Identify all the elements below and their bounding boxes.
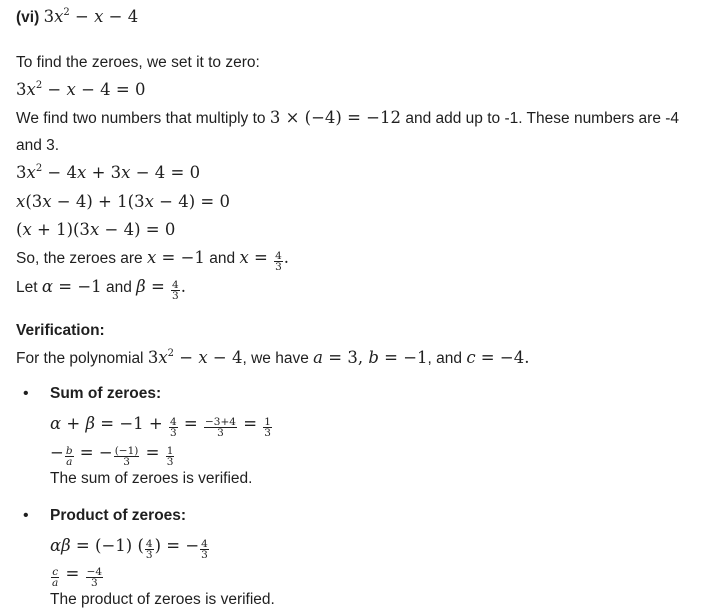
and-text: and: [209, 250, 236, 267]
bullet-sum: •: [23, 385, 29, 402]
problem-expression: $3x^2 - x - 4$: [43, 7, 139, 26]
find-numbers-text: [16, 107, 679, 130]
find-text-a: We find two numbers that multiply to: [16, 110, 266, 127]
step-split: $3x^2 - 4x + 3x - 4 = 0$: [16, 163, 201, 182]
and-text-2: and: [105, 279, 132, 296]
problem-heading: [16, 6, 138, 29]
equation-zero: $3x^2 - x - 4 = 0$: [16, 80, 146, 99]
polynomial-coefficients: For the polynomial $3x^2 - x - 4$, we have a = 3, b = −1, and c = −4.: [16, 348, 530, 367]
let-text: Let: [16, 279, 38, 296]
find-math: 3 × (−4) = −12: [269, 108, 402, 127]
find-numbers-text-cont: and 3.: [16, 137, 60, 154]
poly-text-a: For the polynomial: [16, 350, 144, 367]
sum-heading: Sum of zeroes:: [50, 385, 162, 402]
bullet-product: •: [23, 507, 29, 524]
poly-text-c: , and: [427, 350, 462, 367]
verification-heading: Verification:: [16, 322, 105, 339]
product-conclusion: The product of zeroes is verified.: [50, 591, 275, 608]
sum-formula: − $\frac{b}{a}$ = − $\frac{(-1)}{3}$ = $\frac{1}{3}$: [50, 443, 174, 468]
let-statement: Let α = −1 and β = $\frac{4}{3}$ .: [16, 277, 186, 302]
zeroes-text: So, the zeroes are: [16, 250, 143, 267]
product-heading: Product of zeroes:: [50, 507, 187, 524]
step-factored: (x + 1)(3x − 4) = 0: [16, 220, 176, 239]
sum-equation: α + β = −1 + $\frac{4}{3}$ = $\frac{-3+4}{3}$ = $\frac{1}{3}$: [50, 414, 271, 439]
sum-conclusion: The sum of zeroes is verified.: [50, 470, 253, 487]
find-text-b: and add up to -1. These numbers are -4: [405, 110, 680, 127]
step-group: x(3x − 4) + 1(3x − 4) = 0: [16, 192, 230, 211]
problem-number: (vi): [16, 9, 40, 26]
product-equation: αβ = (−1) ( $\frac{4}{3}$ ) = − $\frac{4}{3}$: [50, 536, 208, 561]
zeroes-statement: So, the zeroes are x = −1 and x = $\frac{4}{3}$ .: [16, 248, 290, 273]
product-formula: $\frac{c}{a}$ = $\frac{-4}{3}$: [52, 564, 103, 589]
poly-text-b: , we have: [242, 350, 309, 367]
intro-text: To find the zeroes, we set it to zero:: [16, 54, 260, 71]
